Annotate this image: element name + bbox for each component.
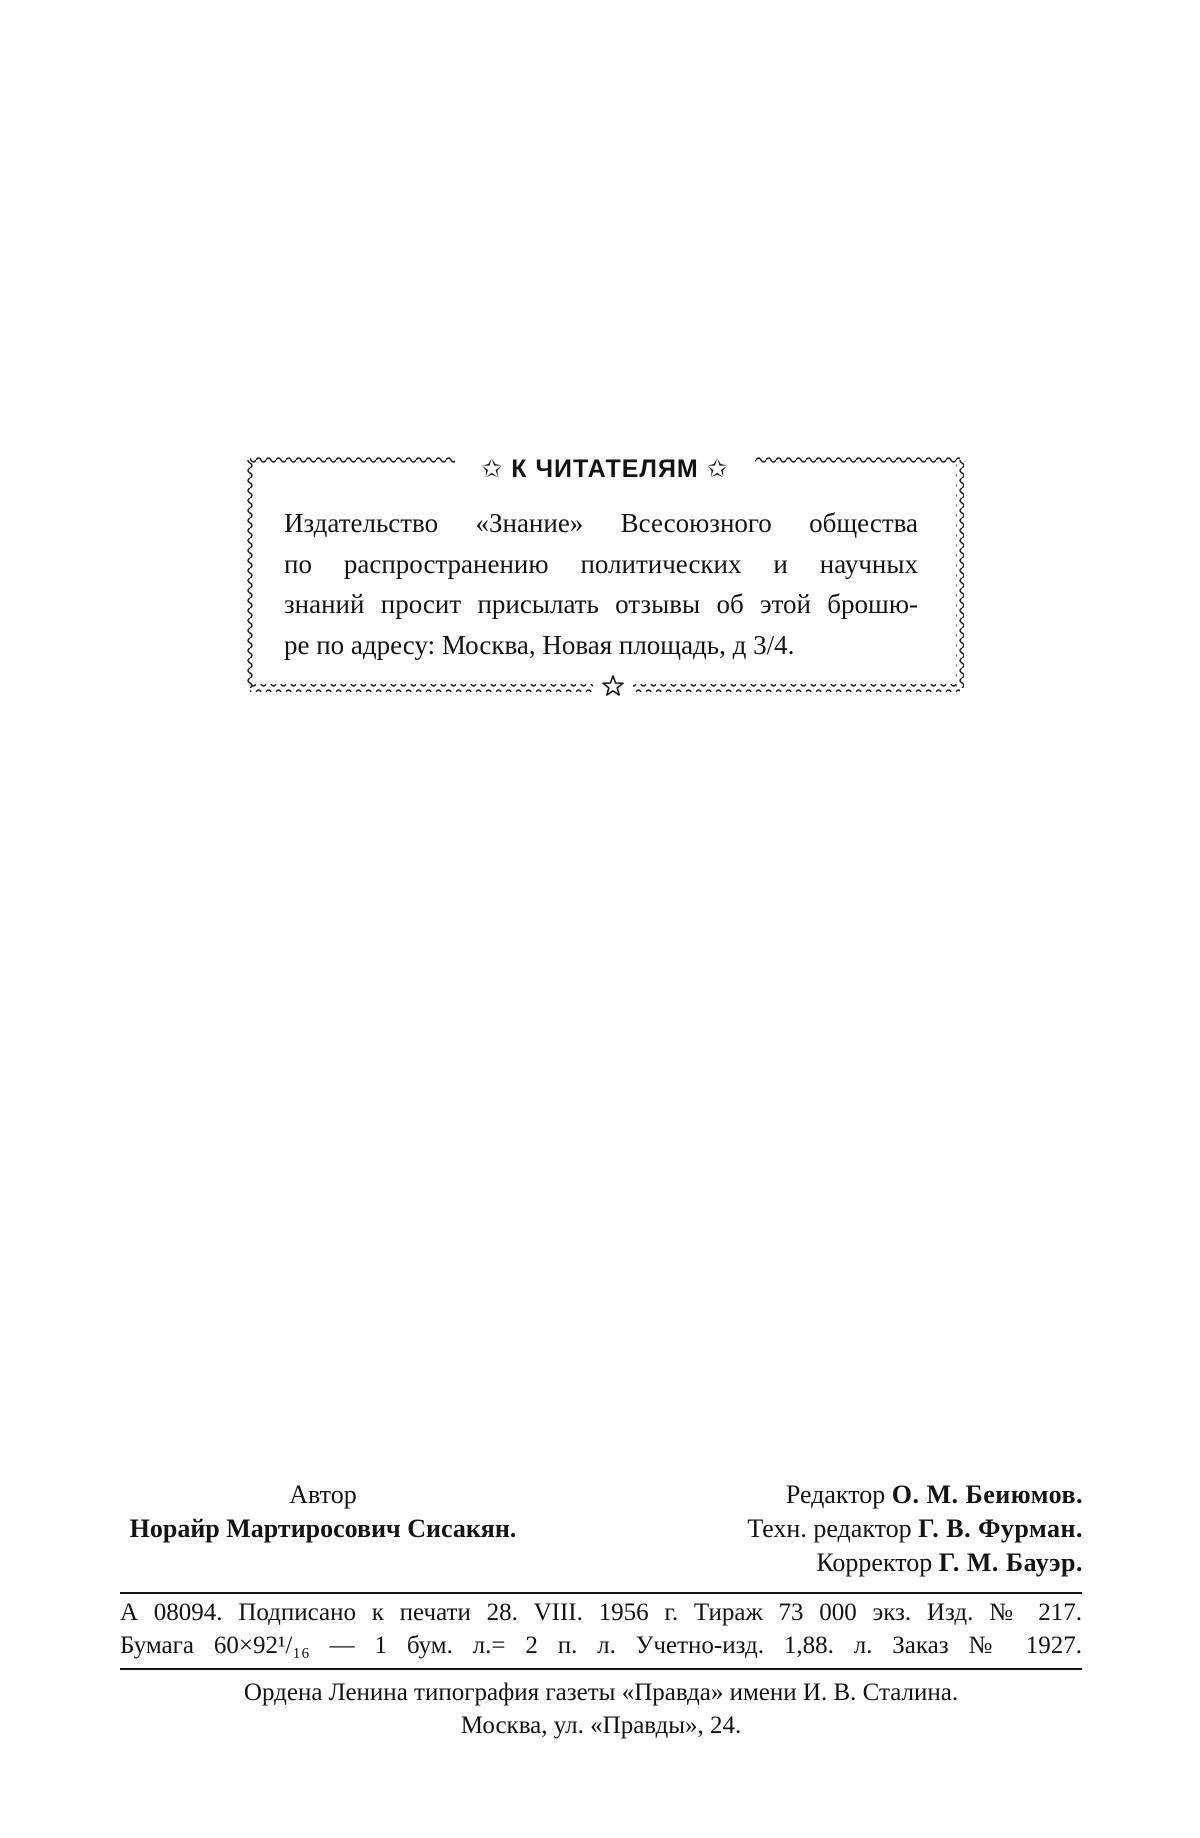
staff-line-proofreader bbox=[523, 1546, 1083, 1580]
star-icon: ✩ bbox=[706, 455, 729, 483]
star-icon bbox=[593, 674, 633, 698]
notice-title-group bbox=[455, 455, 754, 483]
author-label: Автор bbox=[289, 1480, 357, 1509]
notice-line: Издательство «Знание» Всесоюзного общества bbox=[284, 508, 918, 538]
author-block bbox=[118, 1478, 528, 1546]
printer-address: Москва, ул. «Правды», 24. bbox=[460, 1712, 742, 1739]
notice-body bbox=[284, 503, 918, 665]
imprint-bottom-rule bbox=[120, 1668, 1082, 1670]
notice-line: по распространению политических и научных bbox=[284, 548, 918, 579]
staff-line-editor bbox=[523, 1478, 1083, 1512]
editorial-staff bbox=[523, 1478, 1083, 1580]
star-icon: ✩ bbox=[481, 455, 504, 483]
staff-line-tech-editor bbox=[523, 1512, 1083, 1546]
staff-person: О. М. Беиюмов. bbox=[891, 1480, 1083, 1509]
imprint-line: Бумага 60×92¹/₁₆ — 1 бум. л.= 2 п. л. Учетно-изд. 1,88. л. Заказ № 1927. bbox=[120, 1632, 1082, 1659]
staff-role: Редактор bbox=[785, 1480, 886, 1509]
printer-line: Ордена Ленина типография газеты «Правда» имени И. В. Сталина. bbox=[243, 1679, 959, 1706]
notice-title: К ЧИТАТЕЛЯМ bbox=[511, 455, 699, 483]
imprint-line: А 08094. Подписано к печати 28. VIII. 1956 г. Тираж 73 000 экз. Изд. № 217. bbox=[120, 1599, 1082, 1626]
staff-role: Техн. редактор bbox=[747, 1514, 912, 1543]
staff-role: Корректор bbox=[816, 1548, 933, 1577]
reader-notice-box bbox=[246, 448, 964, 700]
imprint-block bbox=[120, 1596, 1082, 1662]
notice-title-row bbox=[246, 454, 964, 484]
author-name: Норайр Мартиросович Сисакян. bbox=[129, 1514, 517, 1543]
staff-person: Г. В. Фурман. bbox=[918, 1514, 1083, 1543]
notice-line: ре по адресу: Москва, Новая площадь, д 3/4. bbox=[284, 629, 795, 660]
printer-info bbox=[120, 1676, 1082, 1742]
staff-person: Г. М. Бауэр. bbox=[938, 1548, 1083, 1577]
notice-line: знаний просит присылать отзывы об этой брошю- bbox=[284, 589, 918, 619]
imprint-top-rule bbox=[120, 1592, 1082, 1594]
